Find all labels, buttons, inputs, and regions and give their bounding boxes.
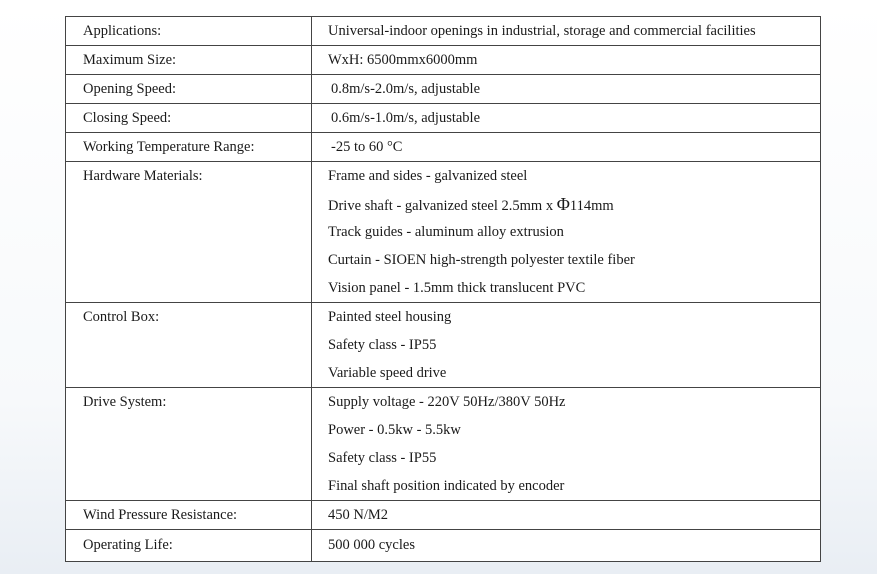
row-value: Painted steel housing Safety class - IP55 Variable speed drive xyxy=(312,303,821,388)
row-label: Maximum Size: xyxy=(66,46,312,75)
row-value: 0.8m/s-2.0m/s, adjustable xyxy=(312,75,821,104)
table-row xyxy=(66,104,821,133)
row-label: Wind Pressure Resistance: xyxy=(66,501,312,530)
row-value: 0.6m/s-1.0m/s, adjustable xyxy=(312,104,821,133)
row-value: 450 N/M2 xyxy=(312,501,821,530)
table-row xyxy=(66,530,821,562)
table-row xyxy=(66,17,821,46)
row-value: WxH: 6500mmx6000mm xyxy=(312,46,821,75)
specifications-table xyxy=(65,16,821,562)
row-label: Opening Speed: xyxy=(66,75,312,104)
row-value: 500 000 cycles xyxy=(312,530,821,562)
table-row xyxy=(66,46,821,75)
table-row xyxy=(66,133,821,162)
row-label: Closing Speed: xyxy=(66,104,312,133)
row-value: Supply voltage - 220V 50Hz/380V 50Hz Power - 0.5kw - 5.5kw Safety class - IP55 Final shaft position indicated by encoder xyxy=(312,388,821,501)
row-label: Applications: xyxy=(66,17,312,46)
row-label: Working Temperature Range: xyxy=(66,133,312,162)
row-value: -25 to 60 °C xyxy=(312,133,821,162)
table-row xyxy=(66,388,821,501)
table-row xyxy=(66,303,821,388)
table-row xyxy=(66,501,821,530)
table-row xyxy=(66,75,821,104)
row-value: Universal-indoor openings in industrial, storage and commercial facilities xyxy=(312,17,821,46)
row-label: Drive System: xyxy=(66,388,312,501)
table-row xyxy=(66,162,821,303)
row-value: Frame and sides - galvanized steel Drive shaft - galvanized steel 2.5mm x Φ114mm Track guides - aluminum alloy extrusion Curtain - SIOEN high-strength polyester textile fiber Vision panel - 1.5mm thick translucent PVC xyxy=(312,162,821,303)
diameter-symbol: Φ xyxy=(556,194,570,214)
row-label: Operating Life: xyxy=(66,530,312,562)
row-label: Hardware Materials: xyxy=(66,162,312,303)
drive-shaft-line: Drive shaft - galvanized steel 2.5mm x Φ114mm xyxy=(328,194,614,214)
row-label: Control Box: xyxy=(66,303,312,388)
